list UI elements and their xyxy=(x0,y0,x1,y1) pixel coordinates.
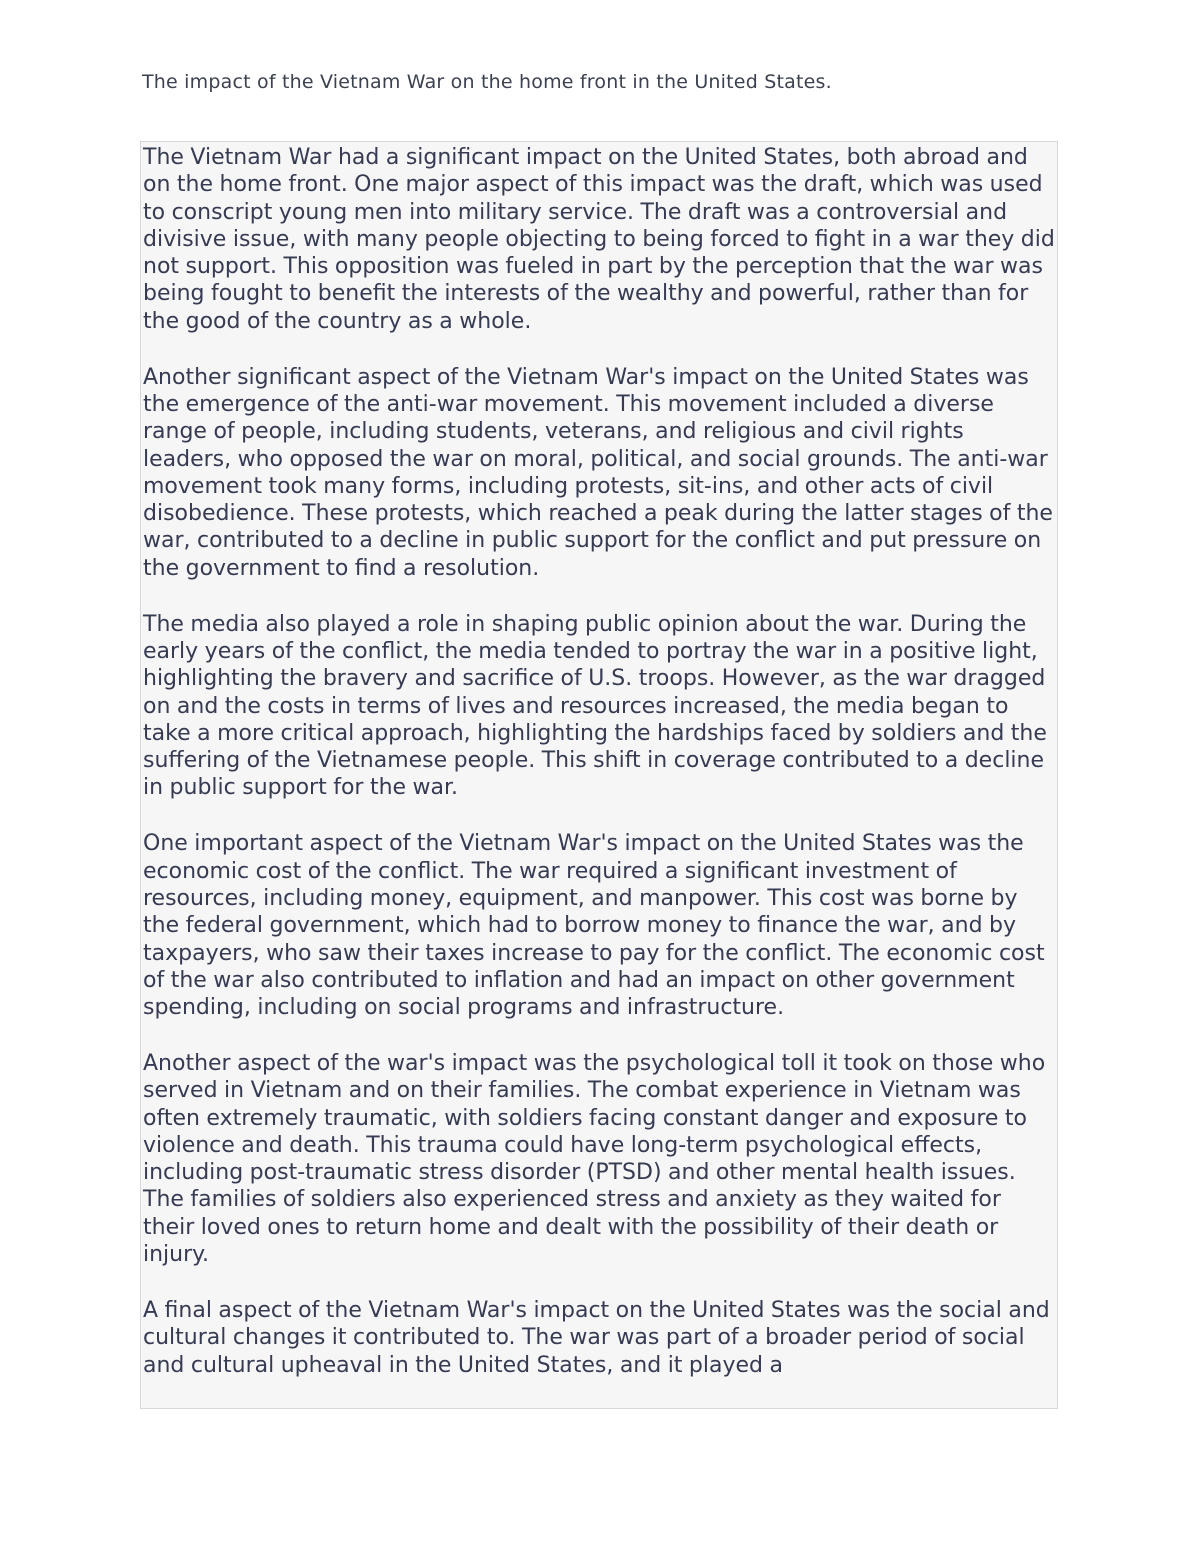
paragraph-psychological-toll: Another aspect of the war's impact was the psychological toll it took on those who served in Vietnam and on their families. The combat experience in Vietnam was often extremely traumatic, with soldiers facing constant danger and exposure to violence and death. This trauma could have long-term psychological effects, including post-traumatic stress disorder (PTSD) and other mental health issues. The families of soldiers also experienced stress and anxiety as they waited for their loved ones to return home and dealt with the possibility of their death or injury. xyxy=(143,1050,1046,1268)
essay-text-panel[interactable] xyxy=(140,141,1058,1409)
paragraph-social-cultural: A final aspect of the Vietnam War's impact on the United States was the social and cultural changes it contributed to. The war was part of a broader period of social and cultural upheaval in the United States, and it played a xyxy=(143,1297,1050,1378)
paragraph-economic-cost: One important aspect of the Vietnam War's impact on the United States was the economic cost of the conflict. The war required a significant investment of resources, including money, equipment, and manpower. This cost was borne by the federal government, which had to borrow money to finance the war, and by taxpayers, who saw their taxes increase to pay for the conflict. The economic cost of the war also contributed to inflation and had an impact on other government spending, including on social programs and infrastructure. xyxy=(143,831,1045,1021)
paragraph-media: The media also played a role in shaping public opinion about the war. During the early years of the conflict, the media tended to portray the war in a positive light, highlighting the bravery and sacrifice of U.S. troops. However, as the war dragged on and the costs in terms of lives and resources increased, the media began to take a more critical approach, highlighting the hardships faced by soldiers and the suffering of the Vietnamese people. This shift in coverage contributed to a decline in public support for the war. xyxy=(143,611,1047,801)
paragraph-anti-war-movement: Another significant aspect of the Vietnam War's impact on the United States was the emergence of the anti-war movement. This movement included a diverse range of people, including students, veterans, and religious and civil rights leaders, who opposed the war on moral, political, and social grounds. The anti-war movement took many forms, including protests, sit-ins, and other acts of civil disobedience. These protests, which reached a peak during the latter stages of the war, contributed to a decline in public support for the conflict and put pressure on the government to find a resolution. xyxy=(143,364,1053,581)
page-title: The impact of the Vietnam War on the home front in the United States. xyxy=(142,71,832,93)
paragraph-draft: The Vietnam War had a significant impact on the United States, both abroad and on the home front. One major aspect of this impact was the draft, which was used to conscript young men into military service. The draft was a controversial and divisive issue, with many people objecting to being forced to fight in a war they did not support. This opposition was fueled in part by the perception that the war was being fought to benefit the interests of the wealthy and powerful, rather than for the good of the country as a whole. xyxy=(143,145,1055,334)
